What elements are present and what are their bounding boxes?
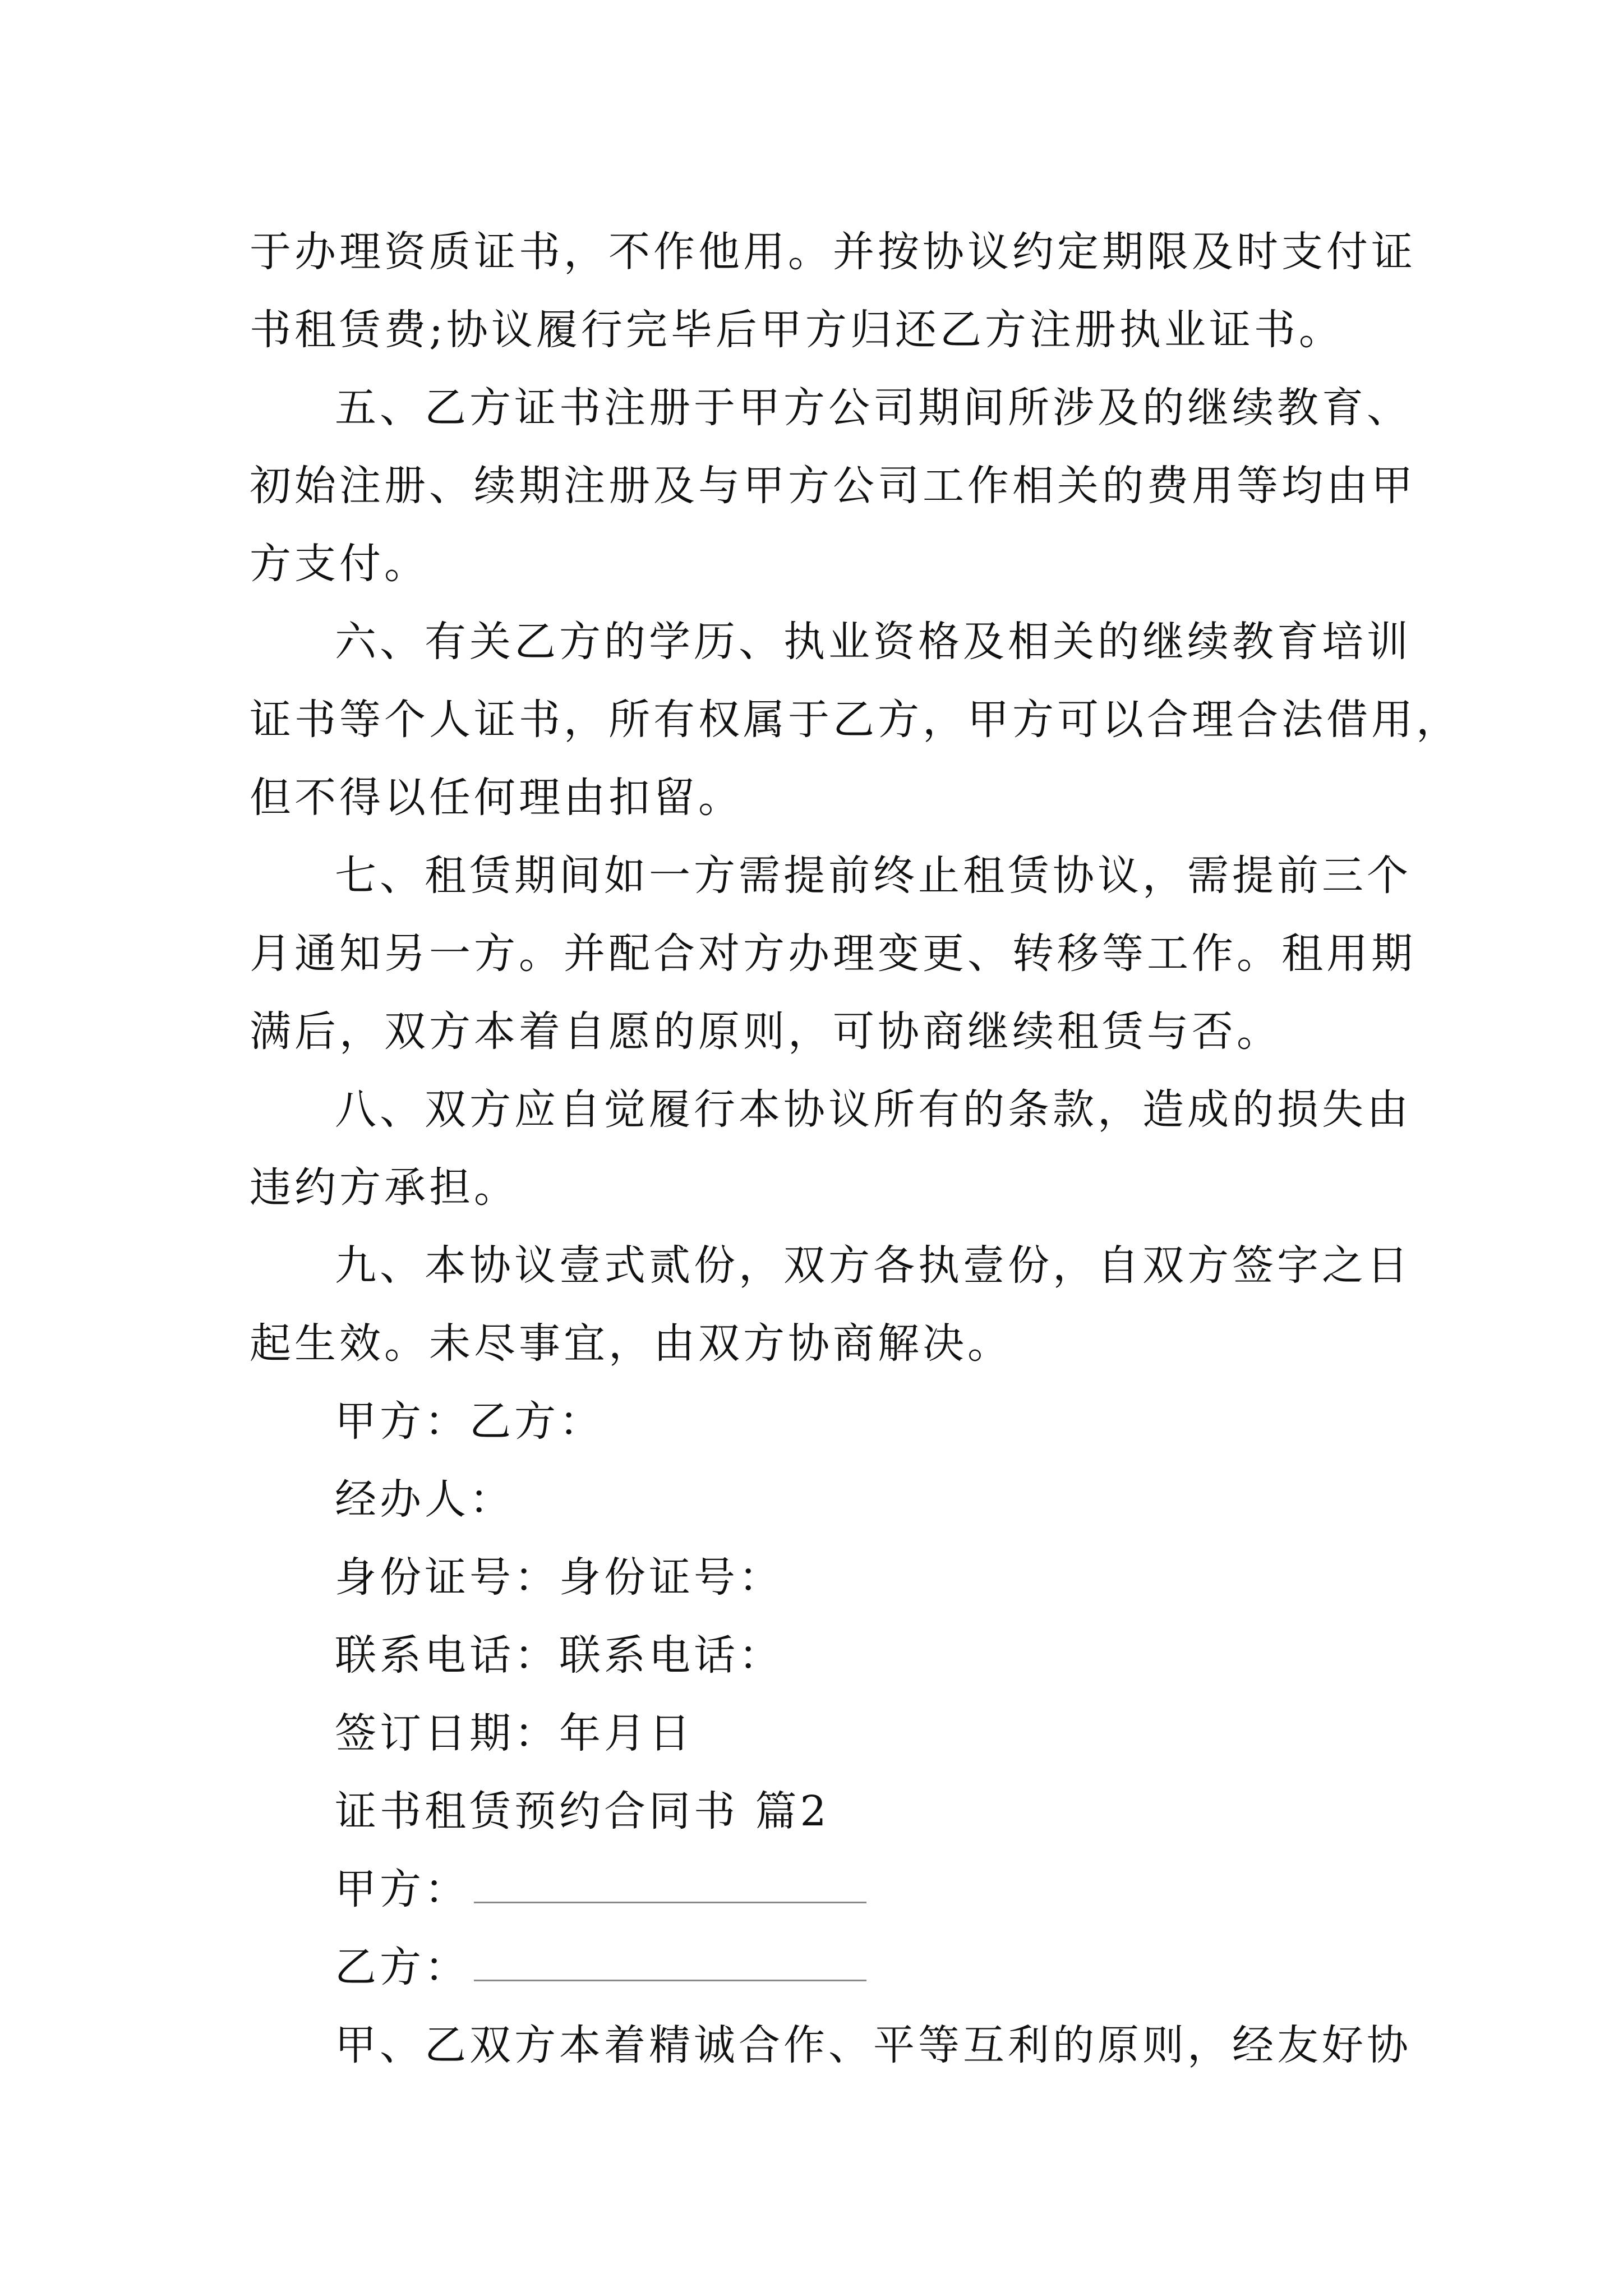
closing-line: 甲、乙双方本着精诚合作、平等互利的原则，经友好协 bbox=[335, 2021, 1412, 2069]
clause-7: 七、租赁期间如一方需提前终止租赁协议，需提前三个 bbox=[335, 852, 1412, 900]
party-a-row bbox=[250, 1851, 1394, 1929]
signature-parties: 甲方：乙方： bbox=[335, 1397, 604, 1446]
signature-phone: 联系电话：联系电话： bbox=[335, 1631, 783, 1680]
signature-date: 签订日期：年月日 bbox=[335, 1709, 694, 1757]
text-line: 证书等个人证书，所有权属于乙方，甲方可以合理合法借用， bbox=[250, 696, 1461, 744]
party-b-blank bbox=[474, 1938, 866, 1981]
text-line: 但不得以任何理由扣留。 bbox=[250, 774, 743, 822]
text-line: 书租赁费;协议履行完毕后甲方归还乙方注册执业证书。 bbox=[250, 306, 1344, 354]
clause-8: 八、双方应自觉履行本协议所有的条款，造成的损失由 bbox=[335, 1085, 1412, 1134]
document-body bbox=[250, 213, 1461, 2085]
text-line: 满后，双方本着自愿的原则，可协商继续租赁与否。 bbox=[250, 1007, 1281, 1056]
party-a-blank bbox=[474, 1860, 866, 1903]
text-line: 起生效。未尽事宜，由双方协商解决。 bbox=[250, 1319, 1012, 1368]
clause-9: 九、本协议壹式贰份，双方各执壹份，自双方签字之日 bbox=[335, 1241, 1412, 1290]
section-heading: 证书租赁预约合同书 篇2 bbox=[335, 1787, 830, 1835]
text-line: 月通知另一方。并配合对方办理变更、转移等工作。租用期 bbox=[250, 930, 1416, 978]
party-b-label: 乙方： bbox=[335, 1943, 469, 1991]
clause-5: 五、乙方证书注册于甲方公司期间所涉及的继续教育、 bbox=[335, 384, 1412, 432]
text-line: 初始注册、续期注册及与甲方公司工作相关的费用等均由甲 bbox=[250, 462, 1416, 510]
text-line: 于办理资质证书，不作他用。并按协议约定期限及时支付证 bbox=[250, 228, 1416, 276]
clause-6: 六、有关乙方的学历、执业资格及相关的继续教育培训 bbox=[335, 618, 1412, 666]
party-b-row bbox=[250, 1929, 1394, 2007]
text-line: 违约方承担。 bbox=[250, 1163, 519, 1212]
signature-id-number: 身份证号：身份证号： bbox=[335, 1553, 783, 1602]
party-a-label: 甲方： bbox=[335, 1865, 469, 1913]
signature-agent: 经办人： bbox=[335, 1475, 514, 1524]
text-line: 方支付。 bbox=[250, 540, 429, 588]
